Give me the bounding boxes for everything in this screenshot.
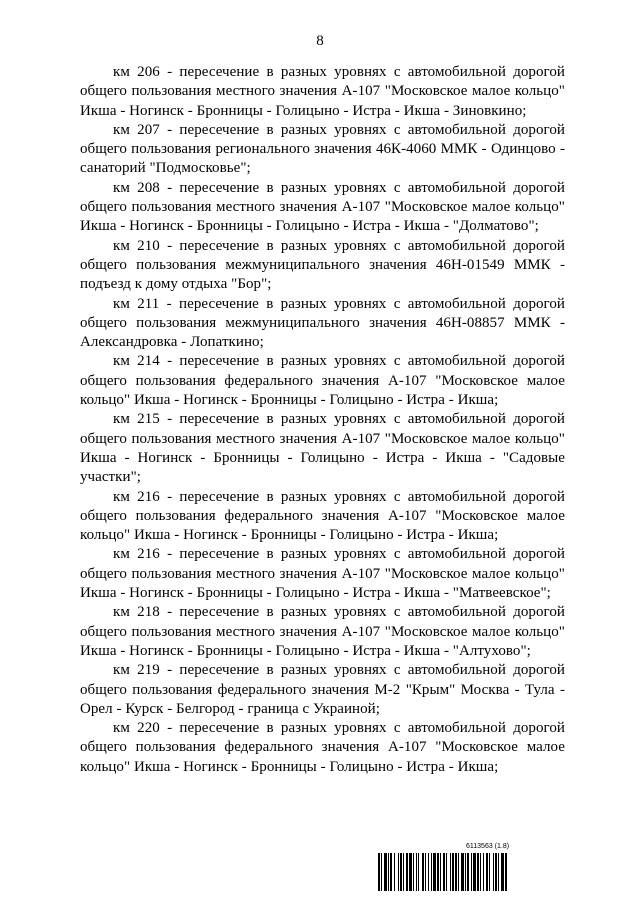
paragraph: км 220 - пересечение в разных уровнях с автомобильной дорогой общего пользования федерального значения А-107 "Московское малое кольцо" Икша - Ногинск - Бронницы - Голицыно - Истра - Икша; xyxy=(80,720,565,775)
paragraph: км 216 - пересечение в разных уровнях с автомобильной дорогой общего пользования местного значения А-107 "Московское малое кольцо" Икша - Ногинск - Бронницы - Голицыно - Истра - Икша - "Матвеевское"; xyxy=(80,546,565,602)
paragraph: км 206 - пересечение в разных уровнях с автомобильной дорогой общего пользования местного значения А-107 "Московское малое кольцо" Икша - Ногинск - Бронницы - Голицыно - Истра - Икша - Зиновкино; xyxy=(80,64,565,119)
paragraph: км 214 - пересечение в разных уровнях с автомобильной дорогой общего пользования федерального значения А-107 "Московское малое кольцо" Икша - Ногинск - Бронницы - Голицыно - Истра - Икша; xyxy=(80,353,565,409)
page-number: 8 xyxy=(316,33,324,49)
document-barcode xyxy=(378,843,588,893)
document-body xyxy=(80,63,565,777)
barcode-id-text: 6113563 (1.8) xyxy=(466,843,510,850)
paragraph: км 215 - пересечение в разных уровнях с автомобильной дорогой общего пользования местного значения А-107 "Московское малое кольцо" Икша - Ногинск - Бронницы - Голицыно - Истра - Икша - "Садовые участки"; xyxy=(80,411,565,486)
paragraph: км 211 - пересечение в разных уровнях с автомобильной дорогой общего пользования межмуниципального значения 46Н-08857 ММК - Александровка - Лопаткино; xyxy=(80,295,565,351)
barcode-graphic xyxy=(378,853,588,891)
paragraph: км 207 - пересечение в разных уровнях с автомобильной дорогой общего пользования регионального значения 46К-4060 ММК - Одинцово - санаторий "Подмосковье"; xyxy=(80,121,565,177)
paragraph: км 208 - пересечение в разных уровнях с автомобильной дорогой общего пользования местного значения А-107 "Московское малое кольцо" Икша - Ногинск - Бронницы - Голицыно - Истра - Икша - "Долматово"; xyxy=(80,179,565,235)
paragraph: км 210 - пересечение в разных уровнях с автомобильной дорогой общего пользования межмуниципального значения 46Н-01549 ММК - подъезд к дому отдыха "Бор"; xyxy=(80,237,565,293)
paragraph: км 216 - пересечение в разных уровнях с автомобильной дорогой общего пользования федерального значения А-107 "Московское малое кольцо" Икша - Ногинск - Бронницы - Голицыно - Истра - Икша; xyxy=(80,488,565,544)
paragraph: км 218 - пересечение в разных уровнях с автомобильной дорогой общего пользования местного значения А-107 "Московское малое кольцо" Икша - Ногинск - Бронницы - Голицыно - Истра - Икша - "Алтухово"; xyxy=(80,604,565,659)
paragraph: км 219 - пересечение в разных уровнях с автомобильной дорогой общего пользования федерального значения М-2 "Крым" Москва - Тула - Орел - Курск - Белгород - граница с Украиной; xyxy=(80,662,565,717)
